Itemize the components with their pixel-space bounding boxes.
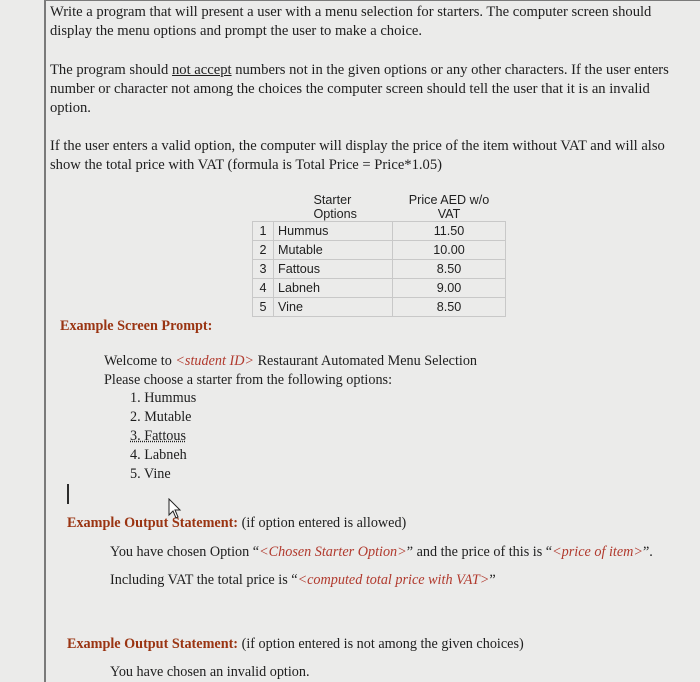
row-name: Vine [274,298,393,317]
row-price: 10.00 [393,241,506,260]
welcome-text: Welcome to [104,353,176,369]
option-item: 2. Mutable [130,409,192,425]
table-row [253,279,506,298]
welcome-text-cont: Restaurant Automated Menu Selection [254,353,478,369]
row-price: 11.50 [393,222,506,241]
row-number: 2 [253,241,274,260]
page-left-border [44,0,46,682]
intro-line-2: display the menu options and prompt the user to make a choice. [50,23,423,39]
output-allowed-heading: Example Output Statement: [67,515,239,531]
chosen-text-cont: ” and the price of this is “ [406,544,553,560]
choose-line: Please choose a starter from the following options: [104,372,393,388]
table-header-row [253,193,506,222]
header-blank [253,193,274,222]
header-price: Price AED w/o VAT [393,193,506,222]
row-number: 3 [253,260,274,279]
mouse-pointer-icon [168,498,182,520]
chosen-option-line [110,544,653,561]
output-invalid-note: (if option entered is not among the given choices) [238,636,524,652]
row-name: Hummus [274,222,393,241]
output-invalid-heading: Example Output Statement: [67,636,239,652]
chosen-text-end: ”. [642,544,653,560]
validation-line-2: number or character not among the choices the computer screen should tell the user that it is an invalid [50,81,650,97]
output-allowed-heading-line [67,515,406,532]
vat-text-end: ” [489,572,496,588]
intro-line-1: Write a program that will present a user with a menu selection for starters. The computer screen should [50,4,652,20]
table-row [253,241,506,260]
text-cursor-icon [67,484,69,504]
chosen-text: You have chosen Option “ [110,544,260,560]
vat-line [110,572,496,589]
not-accept-underlined: not accept [172,62,232,78]
validation-text-cont: numbers not in the given options or any other characters. If the user enters [231,62,669,78]
table-row [253,298,506,317]
welcome-line [104,353,477,370]
valid-option-line-1: If the user enters a valid option, the computer will display the price of the item without VAT and will also [50,138,665,154]
output-allowed-note: (if option entered is allowed) [238,515,407,531]
row-name: Labneh [274,279,393,298]
valid-option-line-2: show the total price with VAT (formula is Total Price = Price*1.05) [50,157,442,173]
option-item: 3. Fattous [130,428,186,444]
validation-text: The program should [50,62,172,78]
vat-text: Including VAT the total price is “ [110,572,298,588]
option-item: 5. Vine [130,466,171,482]
validation-line-3: option. [50,100,91,116]
row-number: 1 [253,222,274,241]
chosen-starter-placeholder: <Chosen Starter Option> [259,544,407,560]
validation-line-1 [50,62,669,79]
student-id-placeholder: <student ID> [175,353,255,369]
page-top-border [44,0,700,1]
row-price: 8.50 [393,260,506,279]
row-number: 5 [253,298,274,317]
table-row [253,260,506,279]
table-row [253,222,506,241]
row-number: 4 [253,279,274,298]
option-item: 4. Labneh [130,447,187,463]
row-name: Fattous [274,260,393,279]
row-price: 9.00 [393,279,506,298]
invalid-option-line: You have chosen an invalid option. [110,664,310,680]
screen-prompt-heading: Example Screen Prompt: [60,318,213,334]
vat-placeholder: <computed total price with VAT> [297,572,490,588]
output-invalid-heading-line [67,636,524,653]
menu-table [252,193,506,317]
row-name: Mutable [274,241,393,260]
header-starter-options: Starter Options [274,193,393,222]
price-placeholder: <price of item> [552,544,643,560]
option-item: 1. Hummus [130,390,197,406]
row-price: 8.50 [393,298,506,317]
